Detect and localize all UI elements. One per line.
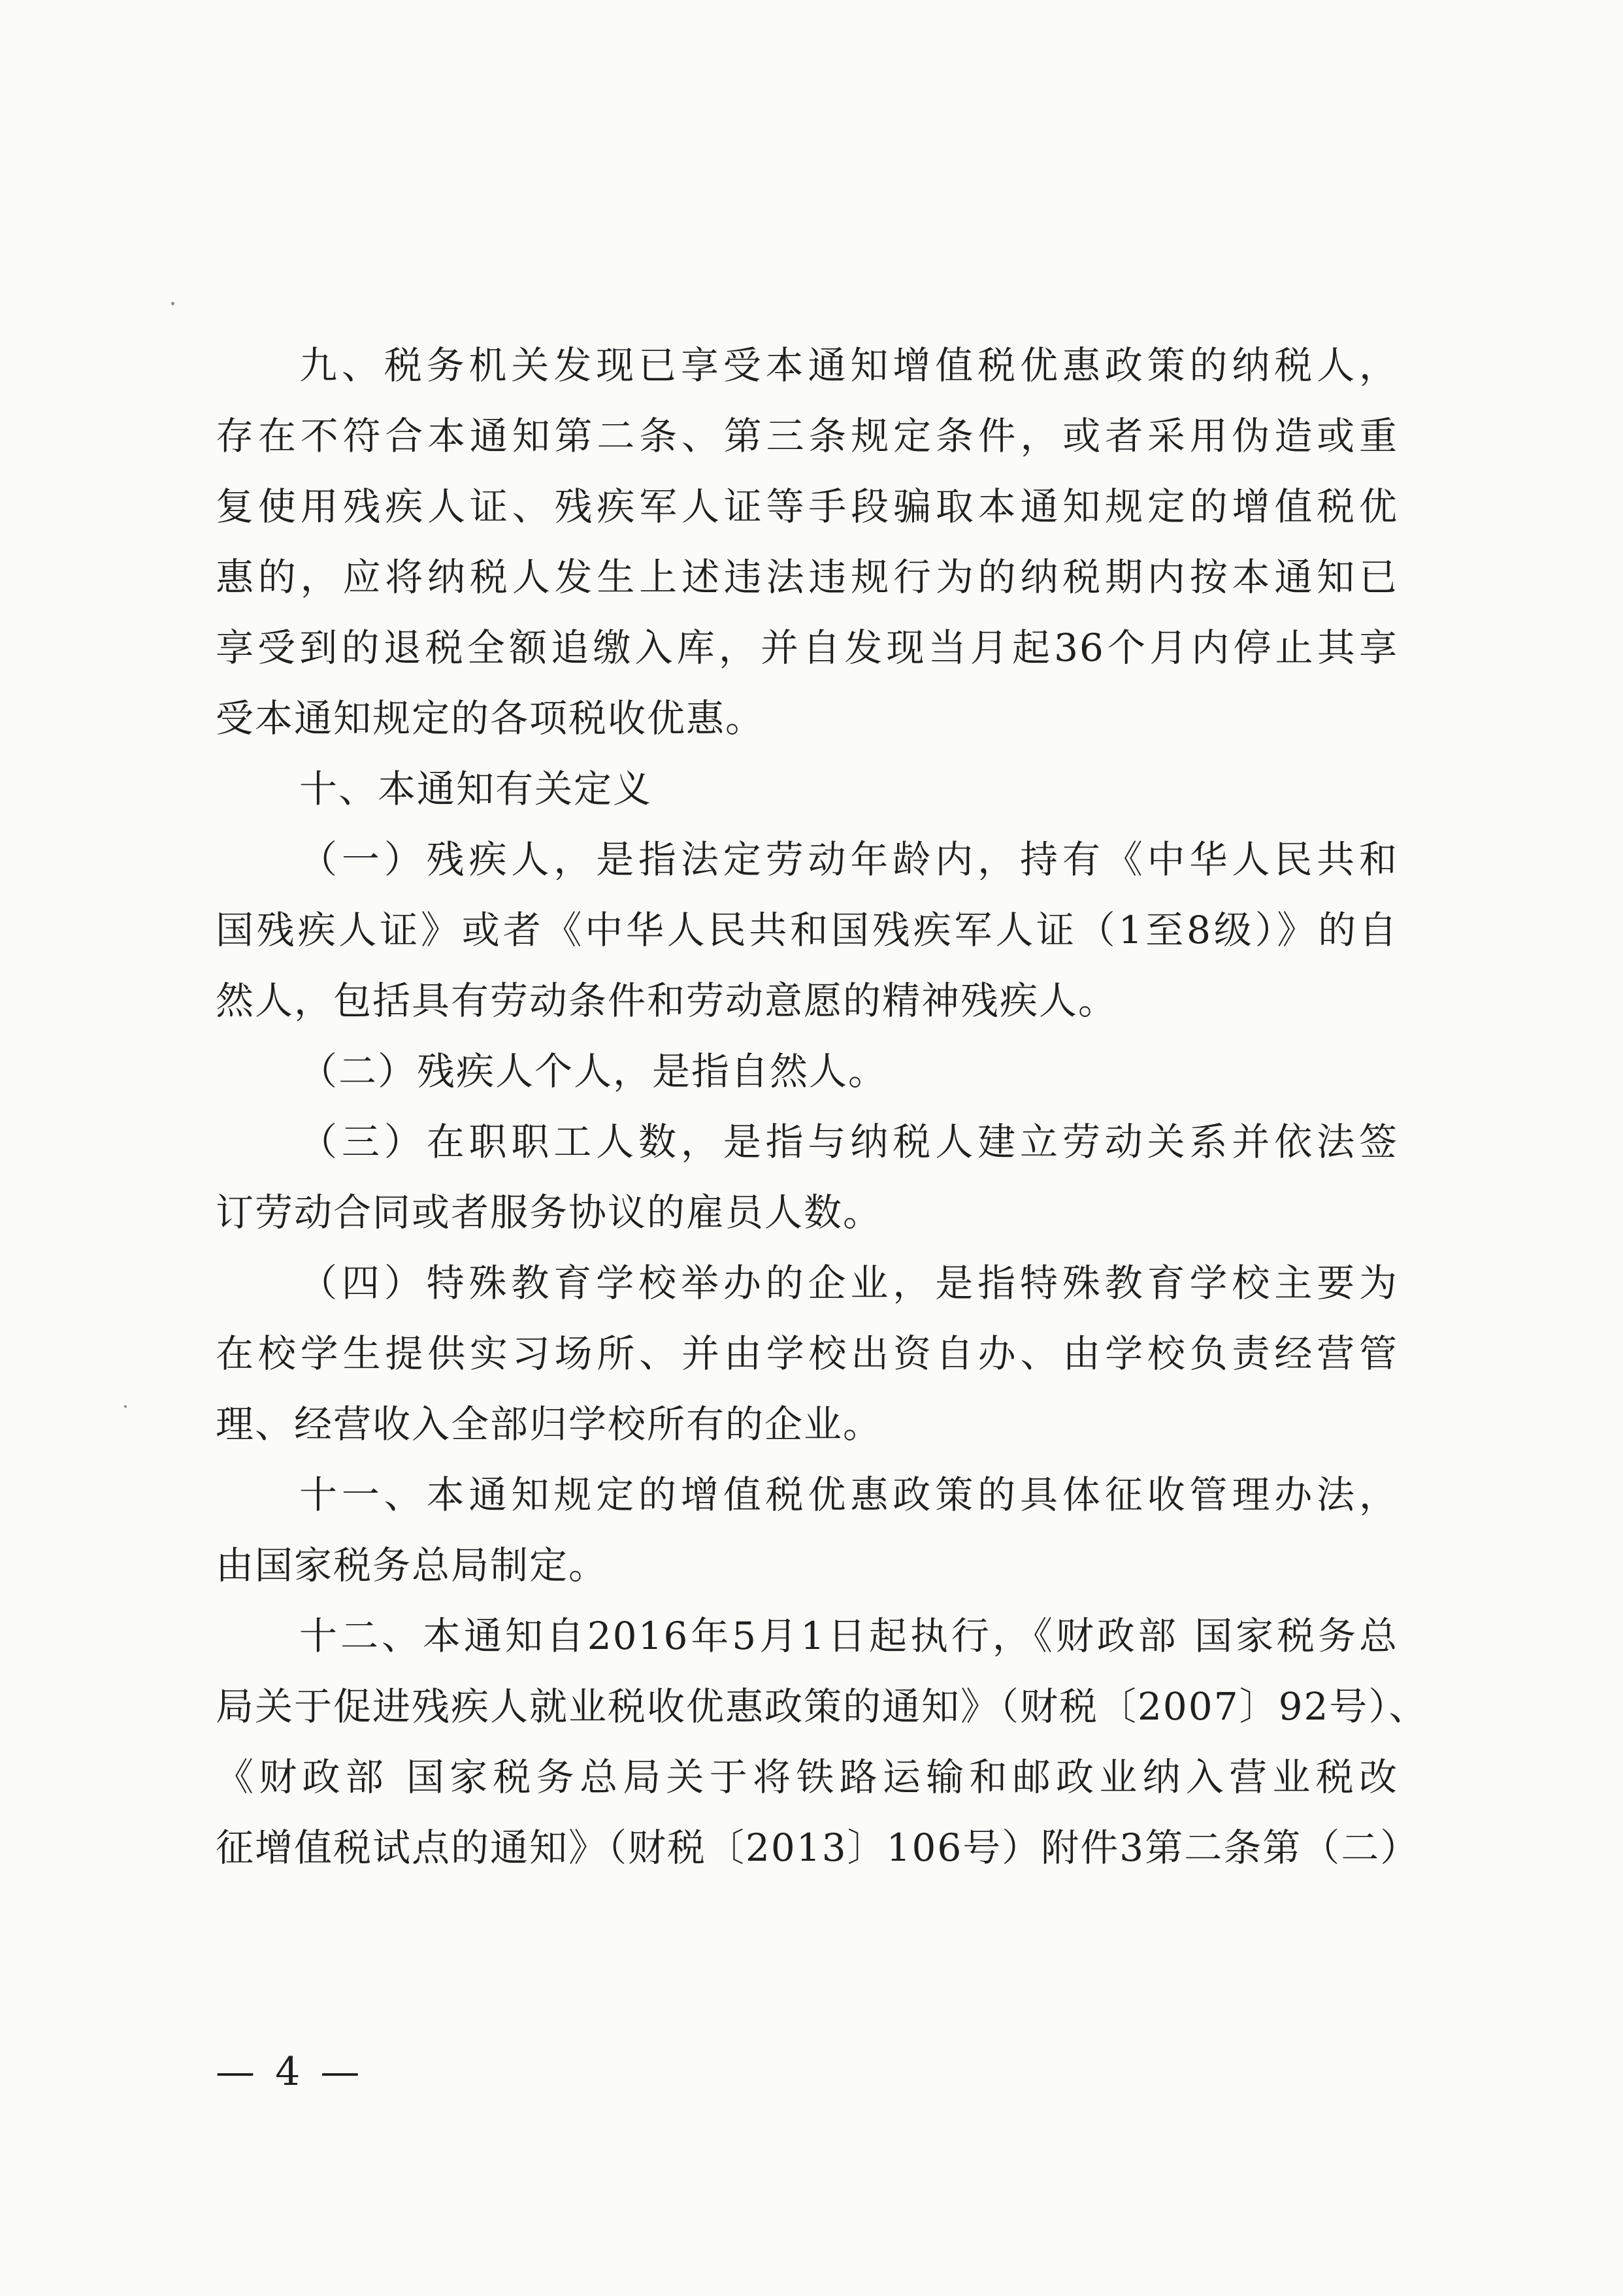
text-line: 受本通知规定的各项税收优惠。 [216, 696, 765, 740]
text-line: 局关于促进残疾人就业税收优惠政策的通知》（财税〔2007〕92号）、 [216, 1684, 1428, 1729]
text-line: 存在不符合本通知第二条、第三条规定条件，或者采用伪造或重 [216, 414, 1398, 458]
scan-speck [124, 1405, 127, 1408]
text-line: 十一、本通知规定的增值税优惠政策的具体征收管理办法， [299, 1472, 1398, 1517]
text-line: 征增值税试点的通知》（财税〔2013〕106号）附件3第二条第（二） [216, 1825, 1420, 1870]
text-line: 然人，包括具有劳动条件和劳动意愿的精神残疾人。 [216, 978, 1118, 1023]
text-line: （四）特殊教育学校举办的企业，是指特殊教育学校主要为 [299, 1261, 1398, 1305]
text-line: （一）残疾人，是指法定劳动年龄内，持有《中华人民共和 [299, 837, 1398, 882]
scan-speck [171, 302, 174, 305]
text-line: 在校学生提供实习场所、并由学校出资自办、由学校负责经营管 [216, 1331, 1398, 1376]
text-line: 理、经营收入全部归学校所有的企业。 [216, 1402, 883, 1446]
text-line: 享受到的退税全额追缴入库，并自发现当月起36个月内停止其享 [216, 625, 1398, 670]
page-number: — 4 — [216, 2049, 364, 2095]
text-line: 订劳动合同或者服务协议的雇员人数。 [216, 1190, 883, 1235]
text-line: 《财政部 国家税务总局关于将铁路运输和邮政业纳入营业税改 [216, 1755, 1398, 1799]
text-line: （三）在职职工人数，是指与纳税人建立劳动关系并依法签 [299, 1120, 1398, 1164]
text-line: 复使用残疾人证、残疾军人证等手段骗取本通知规定的增值税优 [216, 484, 1398, 529]
text-line: （二）残疾人个人，是指自然人。 [299, 1049, 888, 1093]
text-line: 国残疾人证》或者《中华人民共和国残疾军人证（1至8级）》的自 [216, 908, 1398, 952]
text-line: 十二、本通知自2016年5月1日起执行，《财政部 国家税务总 [299, 1614, 1398, 1658]
text-line: 九、税务机关发现已享受本通知增值税优惠政策的纳税人， [299, 343, 1398, 388]
text-line: 由国家税务总局制定。 [216, 1543, 608, 1588]
section-heading: 十、本通知有关定义 [299, 767, 653, 811]
text-line: 惠的，应将纳税人发生上述违法违规行为的纳税期内按本通知已 [216, 555, 1398, 599]
body-text [216, 330, 1428, 1883]
